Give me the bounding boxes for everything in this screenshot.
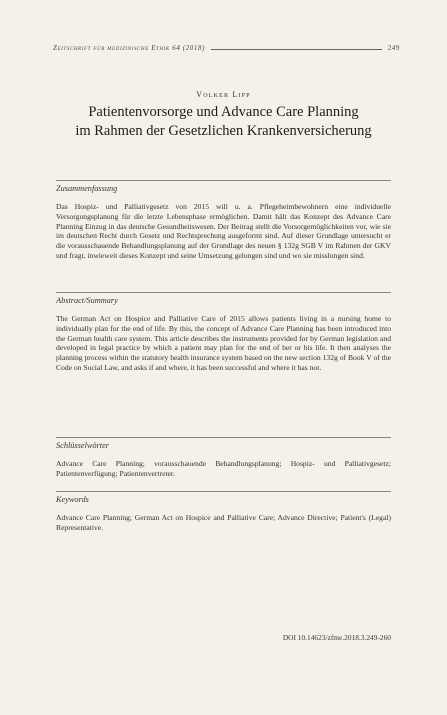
section-zusammenfassung-text bbox=[56, 202, 391, 261]
section-body: Advance Care Planning; German Act on Hospice and Palliative Care; Advance Directive; Patient's (Legal) Representative. bbox=[56, 513, 391, 532]
section-abstract-text bbox=[56, 314, 391, 373]
section-rule bbox=[56, 180, 391, 181]
title-line-1: Patientenvorsorge und Advance Care Planning bbox=[88, 104, 359, 120]
section-abstract bbox=[56, 296, 391, 305]
section-heading: Schlüsselwörter bbox=[56, 441, 110, 450]
section-rule bbox=[56, 491, 391, 492]
section-keywords bbox=[56, 495, 391, 504]
section-schluesselwoerter-text bbox=[56, 459, 391, 479]
section-body: Das Hospiz- und Palliativgesetz von 2015 will u. a. Pflegeheimbewohnern eine individuelle Versorgungsplanung für die letzte Lebensphase ermöglichen. Damit hält das Konzept des Advance Care Planning Einzug in das deutsche Gesundheitswesen. Der Beitrag stellt die Vorsorgemöglichkeiten vor, wie sie im deutschen Recht durch Gesetz und Rechtsprechung ausgeformt sind. Auf dieser Grundlage untersucht er die vorausschauende Behandlungsplanung auf der Grundlage des neuen § 132g SGB V im Rahmen der GKV und fragt, inwieweit dieses Konzept und seine Umsetzung gelungen sind und wo sie misslungen sind. bbox=[56, 202, 391, 260]
section-heading: Zusammenfassung bbox=[56, 184, 118, 193]
running-header bbox=[53, 44, 400, 52]
section-heading: Abstract/Summary bbox=[56, 296, 118, 305]
section-schluesselwoerter bbox=[56, 441, 391, 450]
journal-name: Zeitschrift für medizinische Ethik 64 (2018) bbox=[53, 44, 206, 52]
article-title bbox=[40, 103, 407, 141]
section-body: Advance Care Planning; vorausschauende Behandlungsplanung; Hospiz- und Palliativgesetz; Patientenverfügung; Patientenvertreter. bbox=[56, 459, 391, 478]
author-name: Volker Lipp bbox=[196, 90, 251, 99]
header-rule bbox=[211, 48, 382, 50]
doi-line: DOI 10.14623/zfme.2018.3.249-260 bbox=[282, 633, 391, 642]
section-keywords-text bbox=[56, 513, 391, 533]
section-rule bbox=[56, 292, 391, 293]
page-number: 249 bbox=[387, 44, 400, 52]
title-line-2: im Rahmen der Gesetzlichen Krankenversicherung bbox=[75, 123, 372, 139]
section-rule bbox=[56, 437, 391, 438]
section-body: The German Act on Hospice and Palliative Care of 2015 allows patients living in a nursing home to individually plan for the end of life. By this, the concept of Advance Care Planning has been introduced into the German health care system. This article describes the instruments provided for by German legislation and developed in legal practice by which a patient may plan for the end of her or his life. It then analyses the planning process within the statutory health insurance system based on the new section 132g of Book V of the Code on Social Law, and asks if and where, it has been successful and where it has not. bbox=[56, 314, 391, 372]
section-heading: Keywords bbox=[56, 495, 89, 504]
section-zusammenfassung bbox=[56, 184, 391, 193]
